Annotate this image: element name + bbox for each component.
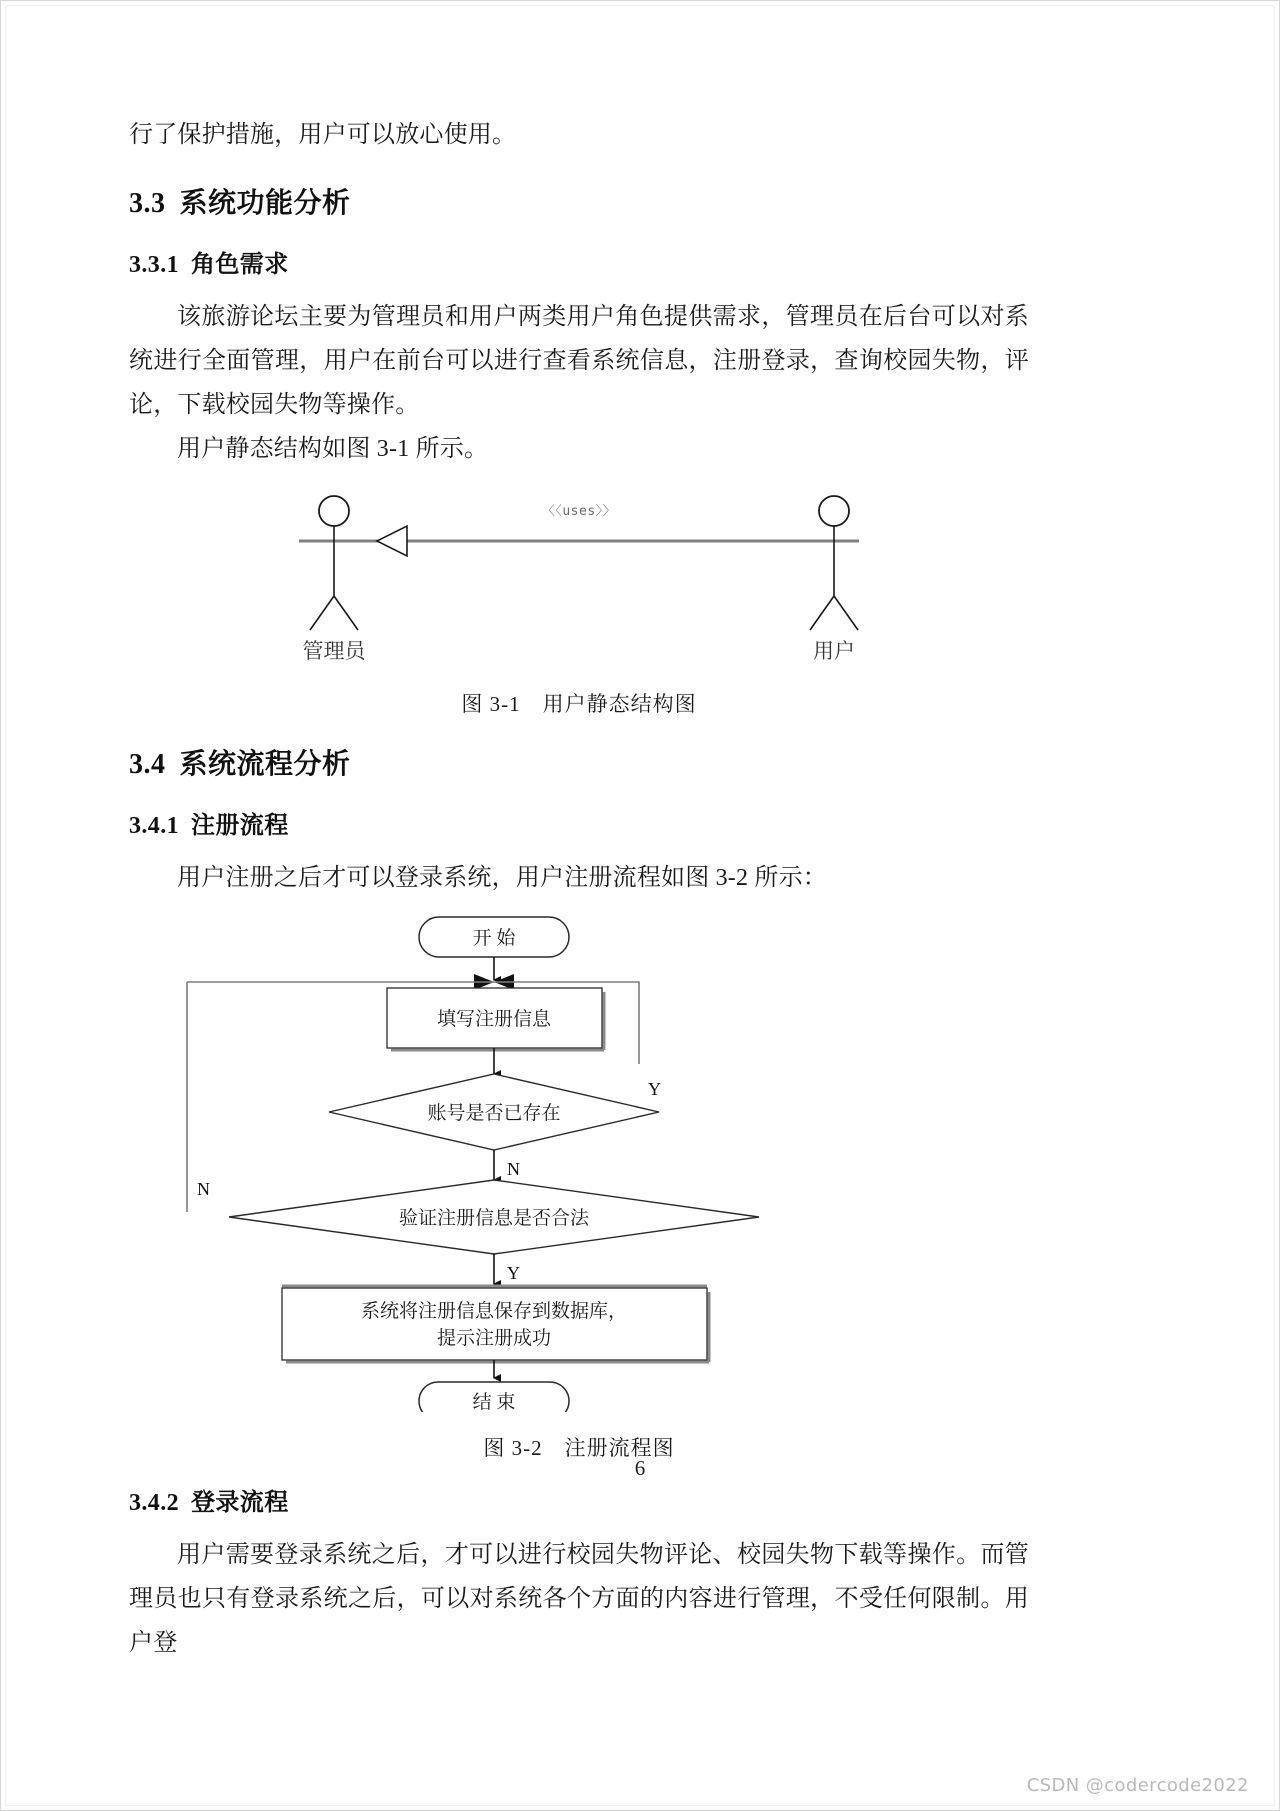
heading-3-4-number: 3.4 bbox=[129, 749, 166, 780]
figure-3-2-caption-title: 注册流程图 bbox=[564, 1436, 675, 1460]
figure-3-2-flowchart bbox=[129, 912, 1029, 1412]
login-flow-paragraph: 用户需要登录系统之后，才可以进行校园失物评论、校园失物下载等操作。而管理员也只有登录系统之后，可以对系统各个方面的内容进行管理，不受任何限制。用户登 bbox=[129, 1542, 1029, 1656]
flow-node-end-label: 结 束 bbox=[472, 1392, 516, 1412]
role-requirements-paragraph: 该旅游论坛主要为管理员和用户两类用户角色提供需求，管理员在后台可以对系统进行全面管理，用户在前台可以进行查看系统信息，注册登录，查询校园失物，评论，下载校园失物等操作。 bbox=[129, 304, 1029, 418]
flow-node-save-to-database-line2: 提示注册成功 bbox=[436, 1328, 552, 1349]
edge-label-account-exists-no: N bbox=[507, 1159, 520, 1179]
registration-flow-paragraph: 用户注册之后才可以登录系统，用户注册流程如图 3-2 所示： bbox=[177, 865, 827, 891]
flow-node-save-to-database bbox=[282, 1286, 709, 1362]
uml-generalization-arrow bbox=[377, 526, 407, 556]
heading-3-4-2-number: 3.4.2 bbox=[129, 1490, 179, 1516]
heading-3-3-number: 3.3 bbox=[129, 188, 166, 219]
uses-stereotype-label: 〈〈uses〉〉 bbox=[541, 504, 617, 519]
csdn-watermark: CSDN @codercode2022 bbox=[1026, 1775, 1249, 1796]
edge-label-validate-no: N bbox=[197, 1179, 210, 1199]
figure-3-1-reference: 用户静态结构如图 3-1 所示。 bbox=[177, 436, 489, 462]
edge-label-validate-yes: Y bbox=[507, 1263, 520, 1283]
flow-node-start bbox=[419, 917, 569, 957]
figure-3-1-caption-title: 用户静态结构图 bbox=[542, 692, 697, 716]
heading-3-4-1 bbox=[129, 807, 1029, 844]
flow-node-fill-form-label: 填写注册信息 bbox=[436, 1009, 552, 1030]
page-number: 6 bbox=[634, 1456, 646, 1480]
actor-user bbox=[810, 496, 858, 663]
heading-3-3-1-title: 角色需求 bbox=[191, 250, 289, 278]
figure-3-1-uml-diagram bbox=[129, 493, 1029, 668]
figure-3-1-caption bbox=[129, 688, 1029, 718]
user-leg-left bbox=[810, 596, 834, 630]
heading-3-3-1-number: 3.3.1 bbox=[129, 252, 179, 278]
heading-3-4 bbox=[129, 744, 1029, 785]
flow-node-save-to-database-line1: 系统将注册信息保存到数据库， bbox=[360, 1301, 628, 1322]
actor-admin-label: 管理员 bbox=[302, 639, 366, 663]
heading-3-3-title: 系统功能分析 bbox=[179, 186, 351, 219]
flow-node-start-label: 开 始 bbox=[472, 928, 516, 949]
flow-node-decision-validate-info bbox=[229, 1180, 759, 1254]
figure-3-1-caption-number: 图 3-1 bbox=[461, 692, 521, 716]
heading-3-4-2-title: 登录流程 bbox=[191, 1488, 289, 1516]
heading-3-4-title: 系统流程分析 bbox=[179, 747, 351, 780]
heading-3-4-1-title: 注册流程 bbox=[191, 811, 289, 839]
continuation-paragraph: 行了保护措施，用户可以放心使用。 bbox=[129, 122, 517, 148]
page-content bbox=[129, 113, 1029, 1665]
flow-node-fill-form bbox=[387, 988, 604, 1050]
admin-leg-right bbox=[334, 596, 358, 630]
flow-node-decision-validate-info-label: 验证注册信息是否合法 bbox=[398, 1208, 590, 1229]
user-leg-right bbox=[834, 596, 858, 630]
figure-3-2-caption-number: 图 3-2 bbox=[483, 1436, 543, 1460]
edge-label-account-exists-yes: Y bbox=[648, 1079, 661, 1099]
flow-node-decision-account-exists bbox=[329, 1074, 659, 1150]
admin-leg-left bbox=[310, 596, 334, 630]
admin-head-icon bbox=[319, 496, 349, 526]
user-head-icon bbox=[819, 496, 849, 526]
heading-3-4-1-number: 3.4.1 bbox=[129, 813, 179, 839]
heading-3-3-1 bbox=[129, 246, 1029, 283]
actor-admin bbox=[303, 496, 368, 663]
heading-3-3 bbox=[129, 183, 1029, 224]
flow-node-end bbox=[419, 1382, 569, 1412]
heading-3-4-2 bbox=[129, 1484, 1029, 1521]
flow-node-decision-account-exists-label: 账号是否已存在 bbox=[427, 1103, 561, 1124]
actor-user-label: 用户 bbox=[813, 639, 855, 663]
